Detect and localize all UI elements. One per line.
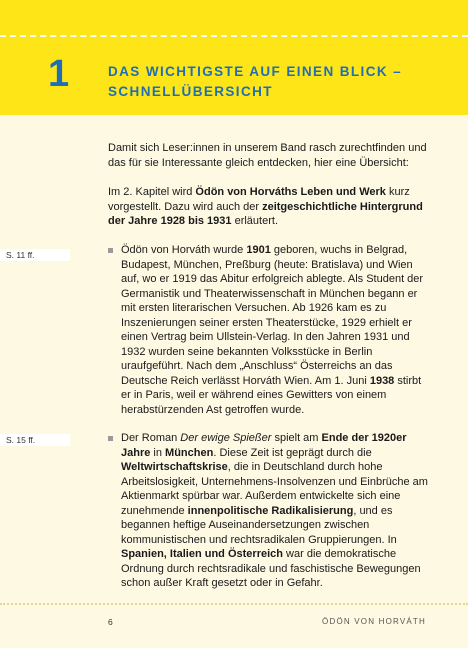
text-run: in bbox=[150, 446, 166, 459]
text-run: spielt am bbox=[271, 432, 322, 444]
bullet-item-biography bbox=[108, 243, 428, 417]
emphasis-run: München bbox=[165, 446, 214, 459]
bullet-text bbox=[121, 431, 428, 591]
emphasis-run: Weltwirtschaftskrise bbox=[121, 461, 228, 473]
emphasis-run: innenpolitische Radikalisierung bbox=[187, 504, 354, 517]
text-run: war die demokratische Ordnung durch rechtsradikale und faschistische Bewegungen schon außer Kraft gesetzt oder in Gefahr. bbox=[121, 548, 421, 589]
margin-page-reference: S. 15 ff. bbox=[0, 434, 70, 446]
emphasis-run: Spanien, Italien und Österreich bbox=[121, 548, 283, 560]
text-run: erläutert. bbox=[231, 215, 278, 227]
bullet-text bbox=[121, 243, 428, 417]
emphasis-run: 1901 bbox=[246, 244, 271, 256]
text-run: Ödön von Horváth wurde bbox=[121, 244, 247, 256]
chapter-title-line-1: DAS WICHTIGSTE AUF EINEN BLICK – bbox=[108, 64, 403, 79]
margin-page-reference: S. 11 ff. bbox=[0, 249, 70, 261]
chapter-number: 1 bbox=[48, 53, 70, 95]
footer-divider bbox=[0, 603, 468, 605]
bullet-square-icon bbox=[108, 248, 113, 253]
bullet-item-historical-context bbox=[108, 431, 428, 591]
emphasis-run: zeitgeschichtliche Hintergrund der Jahre 1928 bis 1931 bbox=[108, 200, 423, 227]
bullet-square-icon bbox=[108, 436, 113, 441]
text-run: geboren, wuchs in Belgrad, Budapest, München, Preßburg (heute: Bratislava) und Wien auf, wo er 1919 das Abitur erfolgreich ablegte. Als Student der Germanistik und Theaterwissenschaft in München begann er mit ersten literarischen Versuchen. Ab 1926 kam es zu Inszenierungen seiner ersten Theaterstücke, 1929 erhielt er einen Vertrag beim Ullstein-Verlag. In den Jahren 1931 und 1932 wurden seine bekannten Volksstücke in Berlin uraufgeführt. Nach dem „Anschluss“ Österreichs an das Deutsche Reich verlässt Horváth Wien. Am 1. Juni bbox=[121, 244, 424, 387]
intro-paragraph-1: Damit sich Leser:innen in unserem Band rasch zurechtfinden und das für sie Interessante gleich entdecken, hier eine Übersicht: bbox=[108, 142, 427, 169]
text-run: Der Roman bbox=[121, 432, 181, 444]
chapter-header-band bbox=[0, 0, 468, 115]
page-number: 6 bbox=[108, 617, 113, 627]
running-head: ÖDÖN VON HORVÁTH bbox=[322, 617, 426, 626]
chapter-title bbox=[108, 62, 448, 102]
chapter-title-line-2: SCHNELLÜBERSICHT bbox=[108, 84, 273, 99]
text-run: , die in Deutschland durch hohe Arbeitslosigkeit, Unternehmens-Insolvenzen und Einbrüche am Aktienmarkt spürbar war. Außerdem entwickelte sich eine zunehmende bbox=[121, 461, 428, 517]
intro-paragraph-2 bbox=[108, 185, 428, 229]
emphasis-run: Ödön von Horváths Leben und Werk bbox=[195, 186, 386, 198]
emphasis-run: 1938 bbox=[369, 374, 395, 387]
text-run: stirbt er in Paris, weil er während eines Gewitters von einem herabstürzenden Ast getroffen wurde. bbox=[121, 374, 422, 416]
header-dashed-divider bbox=[0, 35, 468, 37]
text-run: Im 2. Kapitel wird bbox=[108, 186, 196, 198]
book-title: Der ewige Spießer bbox=[180, 432, 272, 444]
text-run: . Diese Zeit ist geprägt durch die bbox=[213, 446, 372, 459]
text-run: kurz vorgestellt. Dazu wird auch der bbox=[108, 186, 410, 213]
emphasis-run: Ende der 1920er Jahre bbox=[121, 432, 407, 459]
text-run: , und es begannen heftige Auseinandersetzungen zwischen kommunistischen und rechtsradikalen Gruppierungen. In bbox=[121, 504, 397, 546]
